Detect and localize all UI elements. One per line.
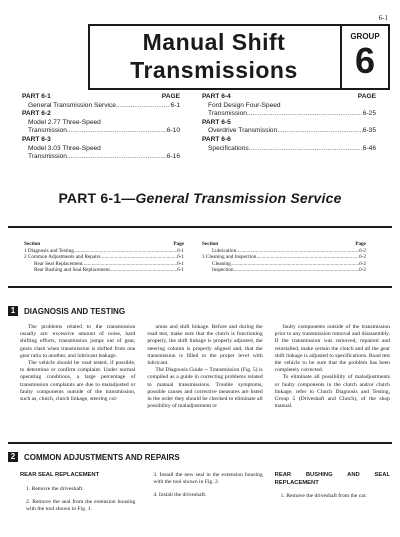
section-index-text: 3 Cleaning and Inspection (202, 254, 257, 261)
section-index-leader (231, 261, 359, 268)
toc-entry-page: 6-1 (170, 101, 180, 109)
toc-entry-page: 6-25 (362, 110, 376, 118)
toc-entry (22, 102, 180, 111)
paragraph: 1. Remove the driveshaft from the car. (280, 493, 367, 499)
toc-leader-dots (277, 127, 363, 136)
group-box (340, 26, 388, 88)
toc-entry-text: Model 2.77 Three-Speed (28, 118, 101, 126)
toc-page-header: PAGE (357, 93, 376, 100)
section-index-text: Cleaning (212, 260, 231, 267)
toc-part-label: PART 6-6 (202, 135, 231, 143)
toc-part-label: PART 6-5 (202, 118, 231, 126)
section-index-leader (256, 254, 359, 261)
toc-entry (202, 102, 376, 111)
toc-leader-dots (67, 127, 167, 136)
part-title-prefix: PART 6-1— (58, 190, 136, 206)
section-1-column-3 (275, 324, 390, 410)
section-2-body (20, 472, 390, 519)
rear-bushing-seal-heading: REAR BUSHING AND SEAL REPLACEMENT (274, 472, 390, 486)
page-number: 6-1 (378, 14, 388, 22)
section-index-page: 6-1 (177, 254, 184, 261)
toc-entry-text: Transmission (28, 153, 67, 161)
toc-right-column (202, 93, 376, 153)
toc-entry-text: Transmission (208, 110, 247, 118)
toc-header (202, 93, 376, 102)
section-index-page: 6-2 (359, 254, 366, 261)
section-index-leader (74, 248, 177, 255)
rear-bushing-steps (275, 493, 390, 500)
section-index-leader (100, 254, 177, 261)
section-2-heading (8, 452, 180, 462)
section-index-leader (110, 267, 177, 274)
section-index-entry (24, 248, 184, 255)
rear-seal-steps-continued (147, 472, 262, 500)
toc-leader-dots (249, 145, 363, 154)
toc-part-label: PART 6-3 (22, 135, 51, 143)
section-index-leader (82, 261, 177, 268)
group-banner (88, 24, 390, 90)
section-index-page: 6-2 (359, 247, 366, 254)
section-column-header: Section (202, 241, 219, 247)
section-1-body (20, 324, 390, 410)
section-index-entry (202, 254, 366, 261)
paragraph: The Diagnosis Guide -- Transmission (Fig. 5) is compiled as a guide in correcting problems related to manual transmissions. Trouble symptoms, possible causes and corrective measures are listed in the order they should be checked to eliminate all possibility of maladjustment or (147, 367, 263, 410)
section-2-number: 2 (8, 452, 18, 462)
section-1-number: 1 (8, 306, 18, 316)
toc-page-header: PAGE (161, 93, 180, 100)
toc-entry-text: Specifications (208, 144, 249, 152)
toc-entry-page: 6-46 (362, 144, 376, 152)
toc-leader-dots (247, 110, 363, 119)
section-index-text: Lubrication (212, 247, 237, 254)
part-title-name: General Transmission Service (135, 190, 342, 206)
section-index-entry (24, 261, 184, 268)
section-index-text: Rear Bushing and Seal Replacement (34, 267, 110, 274)
toc-entry (22, 153, 180, 162)
divider (8, 286, 392, 288)
toc-leader-dots (67, 153, 167, 162)
toc-part-label: PART 6-2 (22, 110, 51, 118)
divider (8, 226, 392, 228)
section-index-text: Inspection (212, 267, 234, 274)
paragraph: 1. Remove the driveshaft. (26, 485, 84, 492)
toc-entry-page: 6-16 (166, 153, 180, 161)
group-label: GROUP (350, 32, 380, 41)
toc-entry-text: Overdrive Transmission (208, 127, 278, 135)
section-index-entry (202, 261, 366, 268)
toc-part-label: PART 6-1 (22, 93, 51, 100)
section-1-column-1 (20, 324, 135, 410)
paragraph: 2. Remove the seal from the extension housing with the tool shown in Fig. 1. (26, 498, 136, 512)
section-2-column-2 (147, 472, 262, 519)
section-index-right (202, 241, 366, 274)
toc-entry (22, 145, 180, 154)
toc-entry (202, 110, 376, 119)
paragraph: To eliminate all possibility of maladjustments or faulty components in the clutch and/or clutch linkage, refer to Clutch Diagnosis and Testing, Group 5 (Driveshaft and Clutch), of the shop manual. (274, 374, 390, 410)
rear-seal-steps (20, 486, 135, 514)
section-index-header (24, 241, 184, 248)
rear-seal-replacement-heading: REAR SEAL REPLACEMENT (20, 472, 100, 478)
section-1-heading (8, 306, 125, 316)
section-2-column-3 (275, 472, 390, 519)
section-column-header: Section (24, 241, 41, 247)
paragraph: 4. Install the driveshaft. (153, 492, 207, 499)
toc-entry-text: General Transmission Service (28, 101, 116, 109)
toc-left-column (22, 93, 180, 162)
section-1-title: DIAGNOSIS AND TESTING (24, 306, 126, 316)
toc-entry-page: 6-10 (166, 127, 180, 135)
section-index-left (24, 241, 184, 274)
banner-title-line2: Transmissions (130, 57, 298, 83)
section-index-text: Rear Seal Replacement (34, 260, 83, 267)
toc-header (22, 93, 180, 102)
paragraph: The vehicle should be road tested, if possible, to determine or confirm complaint. Under normal operating conditions, a large percentage of transmission complaints are due to maladjusted or faulty components outside of the transmission, such as, clutch, clutch linkage, steering col- (20, 360, 136, 403)
page-column-header: Page (173, 241, 184, 247)
section-index-page: 6-1 (177, 247, 184, 254)
paragraph: umns and shift linkage. Before and during the road test, make sure that the clutch is functioning properly, the shift linkage is properly adjusted, the steering column is properly aligned and, that the transmission is filled to the proper level with lubricant. (147, 324, 263, 367)
toc-entry-text: Transmission (28, 127, 67, 135)
section-2-title: COMMON ADJUSTMENTS AND REPAIRS (24, 452, 180, 462)
group-number: 6 (354, 40, 376, 81)
toc-entry (22, 119, 180, 128)
toc-leader-dots (116, 102, 171, 111)
section-index-page: 6-1 (177, 260, 184, 267)
toc-entry-text: Ford Design Four-Speed (208, 101, 281, 109)
section-index-entry (202, 267, 366, 274)
section-index-header (202, 241, 366, 248)
section-index-text: 1 Diagnosis and Testing (24, 247, 74, 254)
toc-entry (202, 145, 376, 154)
paragraph: 3. Install the new seal in the extension housing with the tool shown in Fig. 2. (153, 472, 263, 486)
paragraph: The problems related to the transmission usually are: excessive amount of noise, hard shifting efforts, transmission jumps out of gear, gears clash when transmission is shifted from one gear ratio to another, and lubricant leakage. (20, 324, 136, 359)
section-1-column-2 (147, 324, 262, 410)
section-index-leader (236, 248, 359, 255)
section-index-leader (234, 267, 359, 274)
section-index-page: 6-2 (359, 260, 366, 267)
toc-entry-text: Model 3.03 Three-Speed (28, 144, 101, 152)
part-title (0, 190, 400, 206)
section-index-entry (202, 248, 366, 255)
page-column-header: Page (355, 241, 366, 247)
toc-entry (22, 127, 180, 136)
toc-entry-page: 6-35 (362, 127, 376, 135)
section-2-column-1 (20, 472, 135, 519)
banner-title (90, 28, 338, 88)
paragraph: faulty components outside of the transmission prior to any transmission removal and disassembly. If the transmission was removed, repaired and reinstalled, make certain the clutch and all the gear shift linkage is adjusted to specifications. Road test the vehicle to be sure that the problem has been completely corrected. (274, 324, 390, 374)
section-index-entry (24, 254, 184, 261)
section-index-text: 2 Common Adjustments and Repairs (24, 254, 101, 261)
section-index-entry (24, 267, 184, 274)
banner-title-line1: Manual Shift (142, 29, 286, 55)
section-index-page: 6-1 (177, 267, 184, 274)
toc-part-label: PART 6-4 (202, 93, 231, 100)
divider (8, 442, 392, 444)
toc-entry (202, 127, 376, 136)
section-index-page: 6-2 (359, 267, 366, 274)
